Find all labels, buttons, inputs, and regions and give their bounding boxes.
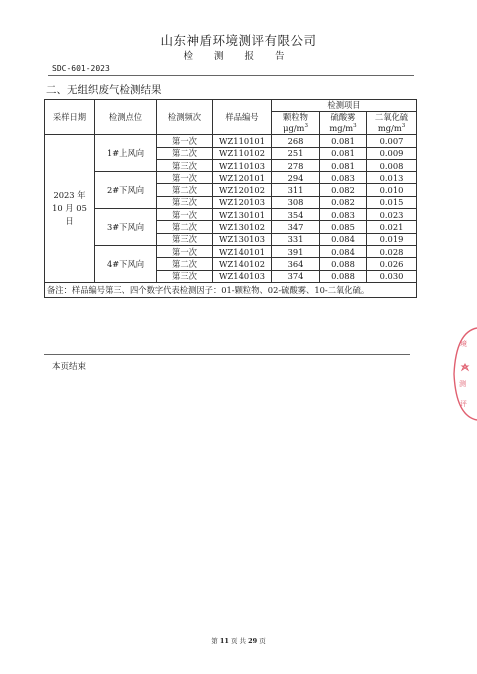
table-row: [45, 245, 417, 257]
page-footer: 第 11 页 共 29 页: [211, 637, 266, 645]
cell-frequency: 第二次: [157, 184, 213, 196]
cell-particulate: 311: [272, 184, 320, 196]
cell-sulfuric-acid-mist: 0.081: [320, 159, 367, 171]
cell-frequency: 第三次: [157, 233, 213, 245]
cell-sample-no: WZ130103: [213, 233, 272, 245]
header-point: 检测点位: [95, 100, 157, 135]
cell-sulfuric-acid-mist: 0.088: [320, 270, 367, 282]
results-body: [45, 135, 417, 283]
cell-monitoring-point: 4#下风向: [95, 245, 157, 282]
seal-stamp-fragment: [450, 326, 477, 422]
cell-frequency: 第二次: [157, 258, 213, 270]
cell-sulfur-dioxide: 0.019: [367, 233, 417, 245]
cell-sample-no: WZ140101: [213, 245, 272, 257]
cell-sample-no: WZ110102: [213, 147, 272, 159]
table-note: 备注：样品编号第三、四个数字代表检测因子：01-颗粒物、02-硫酸雾、10-二氧化硫。: [45, 282, 417, 297]
cell-sulfuric-acid-mist: 0.084: [320, 245, 367, 257]
cell-sample-no: WZ120102: [213, 184, 272, 196]
table-row: [45, 172, 417, 184]
cell-monitoring-point: 3#下风向: [95, 209, 157, 246]
cell-sample-no: WZ110101: [213, 135, 272, 147]
header-item-sulfur-dioxide: 二氧化硫 $mg/m^3$: [367, 112, 417, 135]
cell-particulate: 374: [272, 270, 320, 282]
header-date: 采样日期: [45, 100, 95, 135]
document-id: SDC-601-2023: [52, 64, 110, 73]
seal-char-1: 境: [460, 340, 467, 348]
header-item-sulfuric-acid-mist: 硫酸雾 $mg/m^3$: [320, 112, 367, 135]
cell-sulfuric-acid-mist: 0.082: [320, 184, 367, 196]
cell-sulfur-dioxide: 0.007: [367, 135, 417, 147]
cell-sample-no: WZ120101: [213, 172, 272, 184]
header-test-items: 检测项目: [272, 100, 417, 112]
cell-frequency: 第二次: [157, 221, 213, 233]
cell-sulfuric-acid-mist: 0.081: [320, 147, 367, 159]
cell-sample-no: WZ130102: [213, 221, 272, 233]
table-row: [45, 209, 417, 221]
cell-frequency: 第三次: [157, 159, 213, 171]
seal-char-3: 评: [460, 400, 467, 408]
cell-sulfur-dioxide: 0.021: [367, 221, 417, 233]
cell-particulate: 391: [272, 245, 320, 257]
seal-char-2: 测: [459, 380, 466, 388]
cell-sampling-date: 2023 年 10 月 05 日: [45, 135, 95, 283]
cell-sulfur-dioxide: 0.015: [367, 196, 417, 208]
cell-sulfuric-acid-mist: 0.083: [320, 209, 367, 221]
cell-sulfur-dioxide: 0.009: [367, 147, 417, 159]
cell-sulfuric-acid-mist: 0.083: [320, 172, 367, 184]
cell-particulate: 294: [272, 172, 320, 184]
cell-frequency: 第一次: [157, 209, 213, 221]
results-table: [44, 99, 417, 298]
cell-sample-no: WZ120103: [213, 196, 272, 208]
cell-particulate: 347: [272, 221, 320, 233]
cell-particulate: 278: [272, 159, 320, 171]
cell-sample-no: WZ140102: [213, 258, 272, 270]
cell-sample-no: WZ140103: [213, 270, 272, 282]
cell-sample-no: WZ110103: [213, 159, 272, 171]
cell-monitoring-point: 1#上风向: [95, 135, 157, 172]
cell-sulfuric-acid-mist: 0.081: [320, 135, 367, 147]
report-subtitle: 检 测 报 告: [183, 51, 294, 62]
header-sample-no: 样品编号: [213, 100, 272, 135]
cell-sulfuric-acid-mist: 0.085: [320, 221, 367, 233]
cell-frequency: 第三次: [157, 196, 213, 208]
cell-sulfur-dioxide: 0.028: [367, 245, 417, 257]
cell-particulate: 308: [272, 196, 320, 208]
header-item-particulate: 颗粒物 $\mu g/m^3$: [272, 112, 320, 135]
cell-sulfuric-acid-mist: 0.084: [320, 233, 367, 245]
cell-sulfur-dioxide: 0.010: [367, 184, 417, 196]
cell-particulate: 364: [272, 258, 320, 270]
page-total: 29: [248, 637, 258, 645]
header-divider: [48, 75, 414, 76]
table-row: [45, 135, 417, 147]
cell-particulate: 354: [272, 209, 320, 221]
cell-sulfuric-acid-mist: 0.088: [320, 258, 367, 270]
cell-frequency: 第二次: [157, 147, 213, 159]
cell-monitoring-point: 2#下风向: [95, 172, 157, 209]
cell-particulate: 331: [272, 233, 320, 245]
seal-star: [462, 364, 468, 370]
cell-sulfur-dioxide: 0.013: [367, 172, 417, 184]
section-title: 二、无组织废气检测结果: [46, 84, 162, 96]
end-divider: [44, 354, 410, 355]
cell-particulate: 251: [272, 147, 320, 159]
page-number: 11: [219, 637, 229, 645]
cell-sample-no: WZ130101: [213, 209, 272, 221]
cell-frequency: 第一次: [157, 135, 213, 147]
cell-sulfur-dioxide: 0.008: [367, 159, 417, 171]
cell-sulfur-dioxide: 0.026: [367, 258, 417, 270]
company-name: 山东神盾环境测评有限公司: [160, 33, 317, 48]
page-end-text: 本页结束: [52, 362, 87, 372]
cell-sulfuric-acid-mist: 0.082: [320, 196, 367, 208]
cell-sulfur-dioxide: 0.023: [367, 209, 417, 221]
cell-particulate: 268: [272, 135, 320, 147]
cell-frequency: 第一次: [157, 245, 213, 257]
header-frequency: 检测频次: [157, 100, 213, 135]
cell-frequency: 第一次: [157, 172, 213, 184]
cell-sulfur-dioxide: 0.030: [367, 270, 417, 282]
cell-frequency: 第三次: [157, 270, 213, 282]
